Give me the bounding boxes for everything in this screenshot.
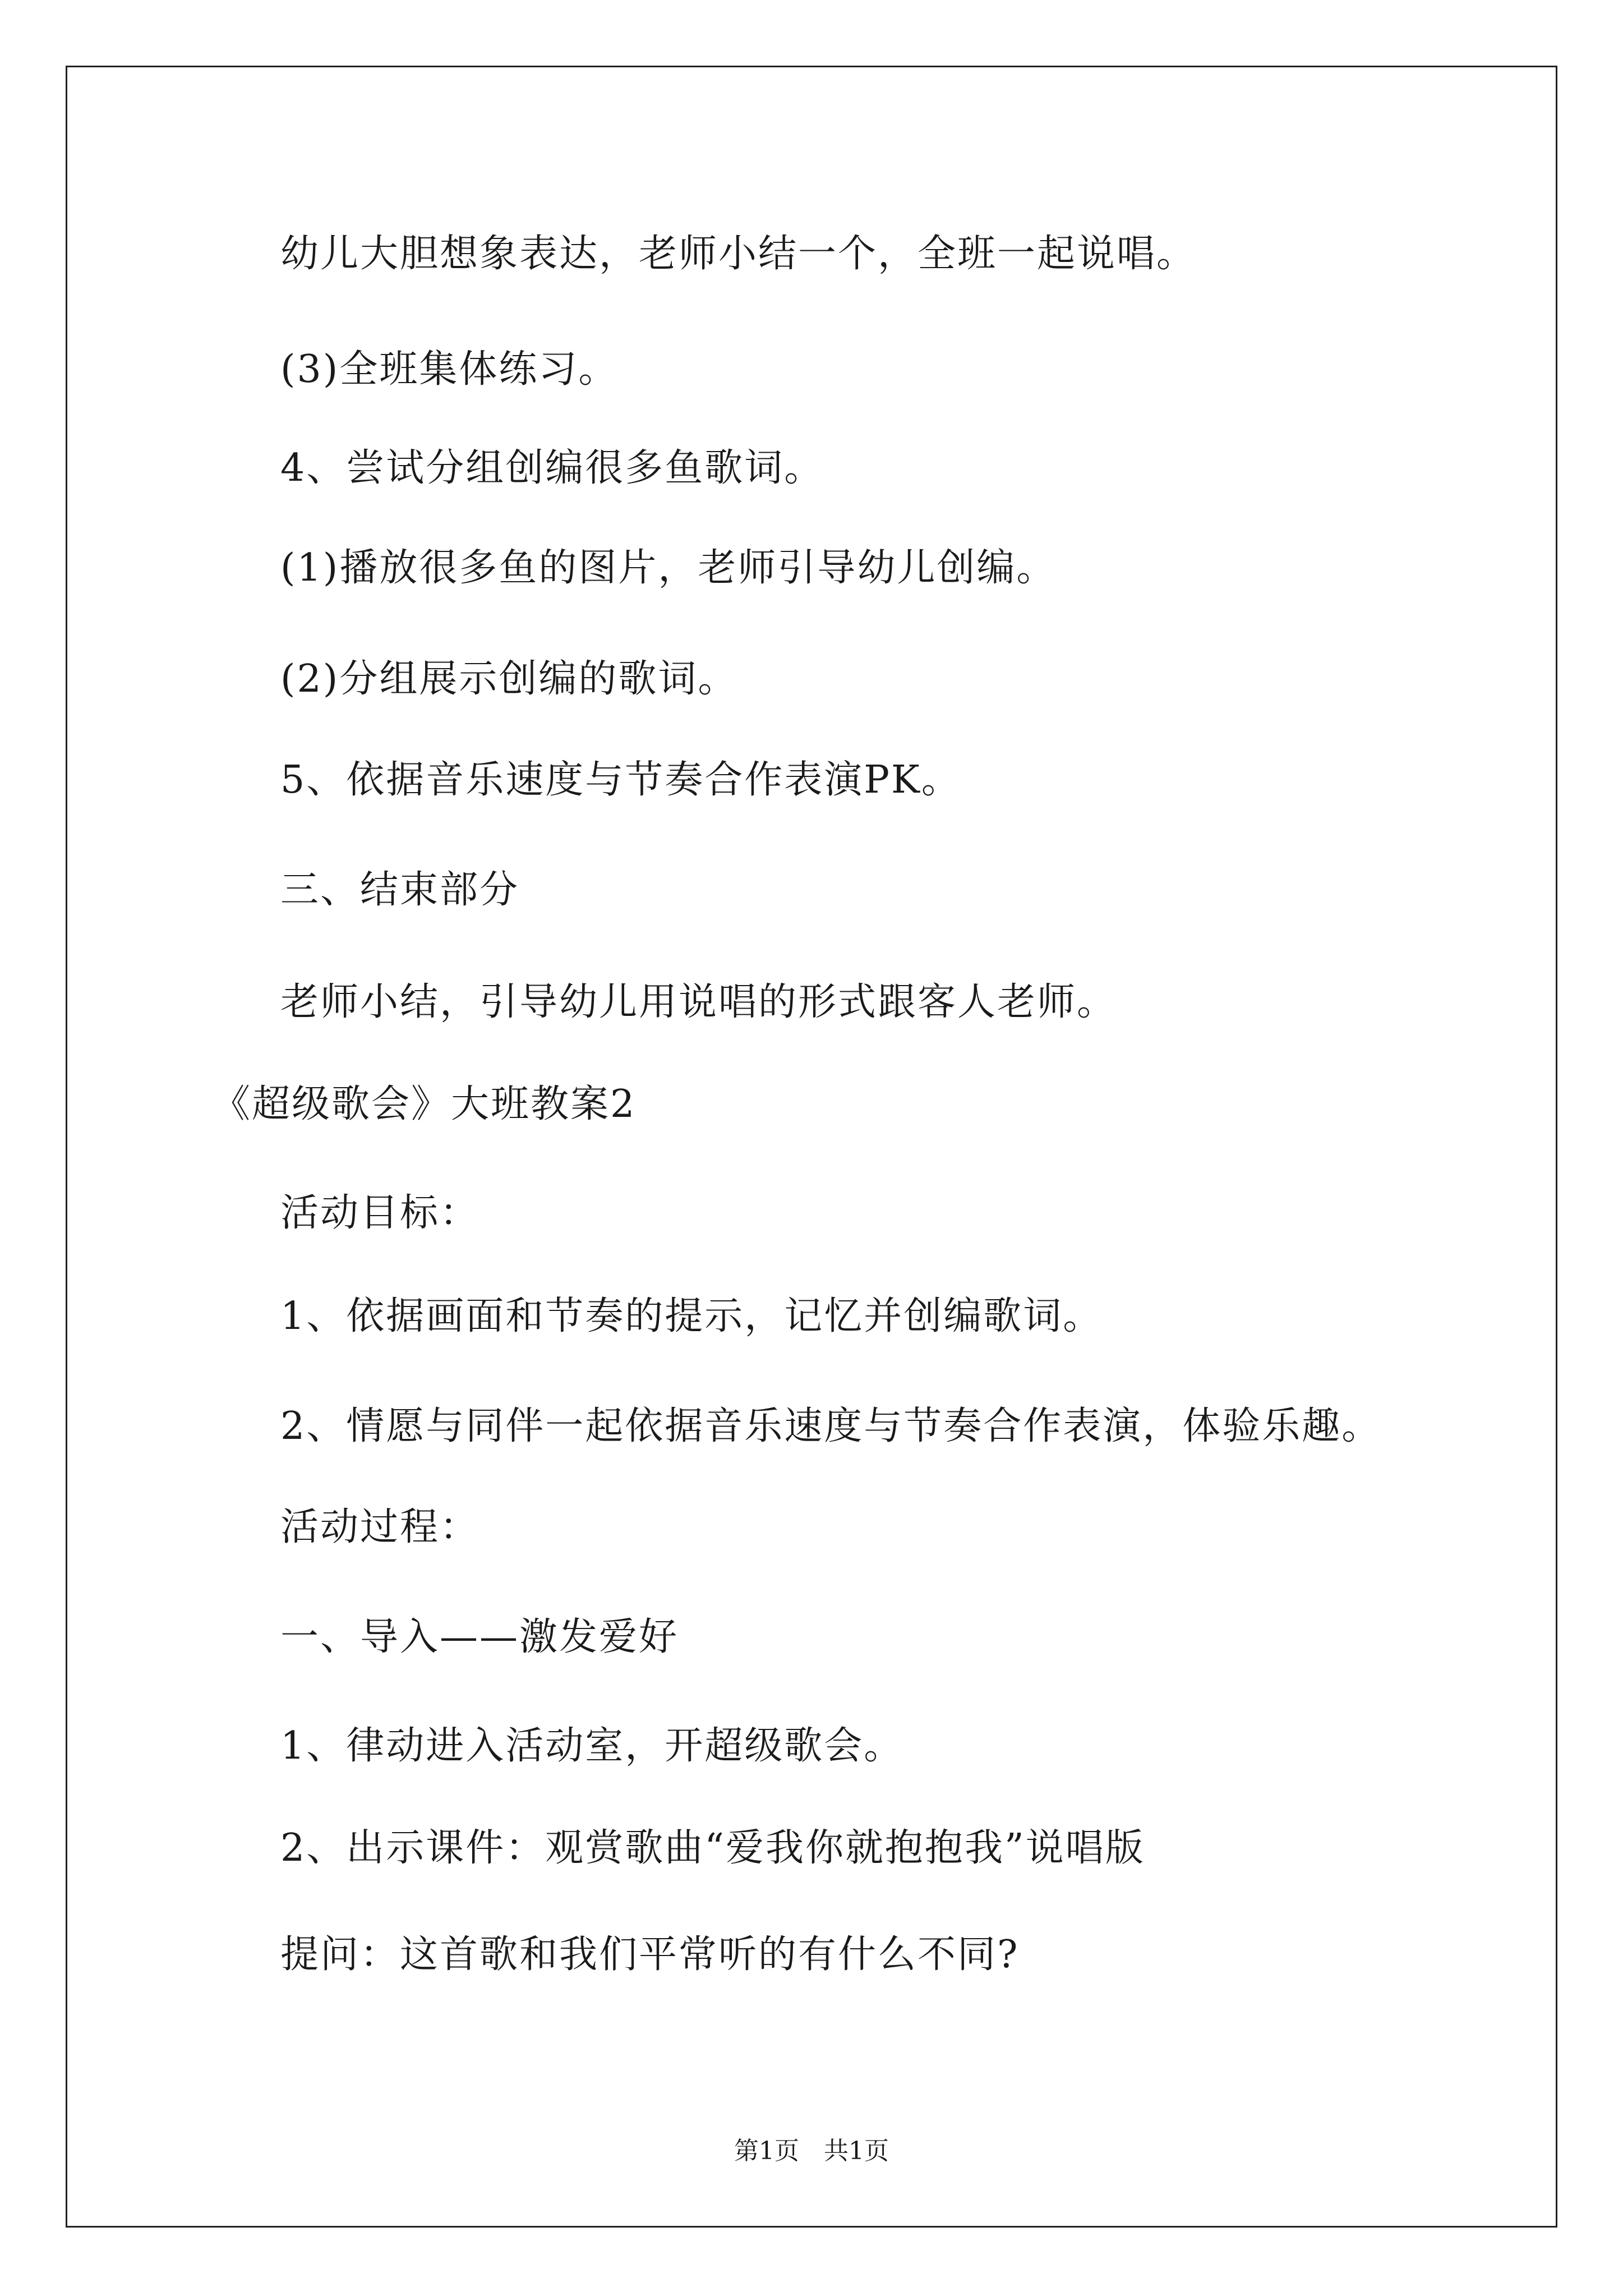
paragraph-line: 5、依据音乐速度与节奏合作表演PK。 xyxy=(280,758,961,802)
paragraph-line: 1、依据画面和节奏的提示，记忆并创编歌词。 xyxy=(280,1294,1103,1338)
lesson-title: 《超级歌会》大班教案2 xyxy=(212,1082,637,1126)
paragraph-line: 老师小结，引导幼儿用说唱的形式跟客人老师。 xyxy=(280,980,1117,1024)
paragraph-line: 幼儿大胆想象表达，老师小结一个，全班一起说唱。 xyxy=(280,232,1197,276)
paragraph-line: 提问：这首歌和我们平常听的有什么不同? xyxy=(280,1932,1020,1977)
section-heading: 三、结束部分 xyxy=(280,868,520,912)
paragraph-line: 2、情愿与同伴一起依据音乐速度与节奏合作表演，体验乐趣。 xyxy=(280,1404,1382,1448)
section-heading: 一、导入——激发爱好 xyxy=(280,1615,679,1659)
paragraph-line: (2)分组展示创编的歌词。 xyxy=(280,657,738,701)
section-heading: 活动目标： xyxy=(280,1191,480,1235)
paragraph-line: 4、尝试分组创编很多鱼歌词。 xyxy=(280,446,824,490)
paragraph-line: 2、出示课件：观赏歌曲“爱我你就抱抱我”说唱版 xyxy=(280,1826,1145,1870)
section-heading: 活动过程： xyxy=(280,1505,480,1549)
page-footer: 第1页 共1页 xyxy=(734,2137,889,2165)
paragraph-line: (1)播放很多鱼的图片，老师引导幼儿创编。 xyxy=(280,546,1057,590)
paragraph-line: (3)全班集体练习。 xyxy=(280,347,619,392)
paragraph-line: 1、律动进入活动室，开超级歌会。 xyxy=(280,1724,904,1768)
